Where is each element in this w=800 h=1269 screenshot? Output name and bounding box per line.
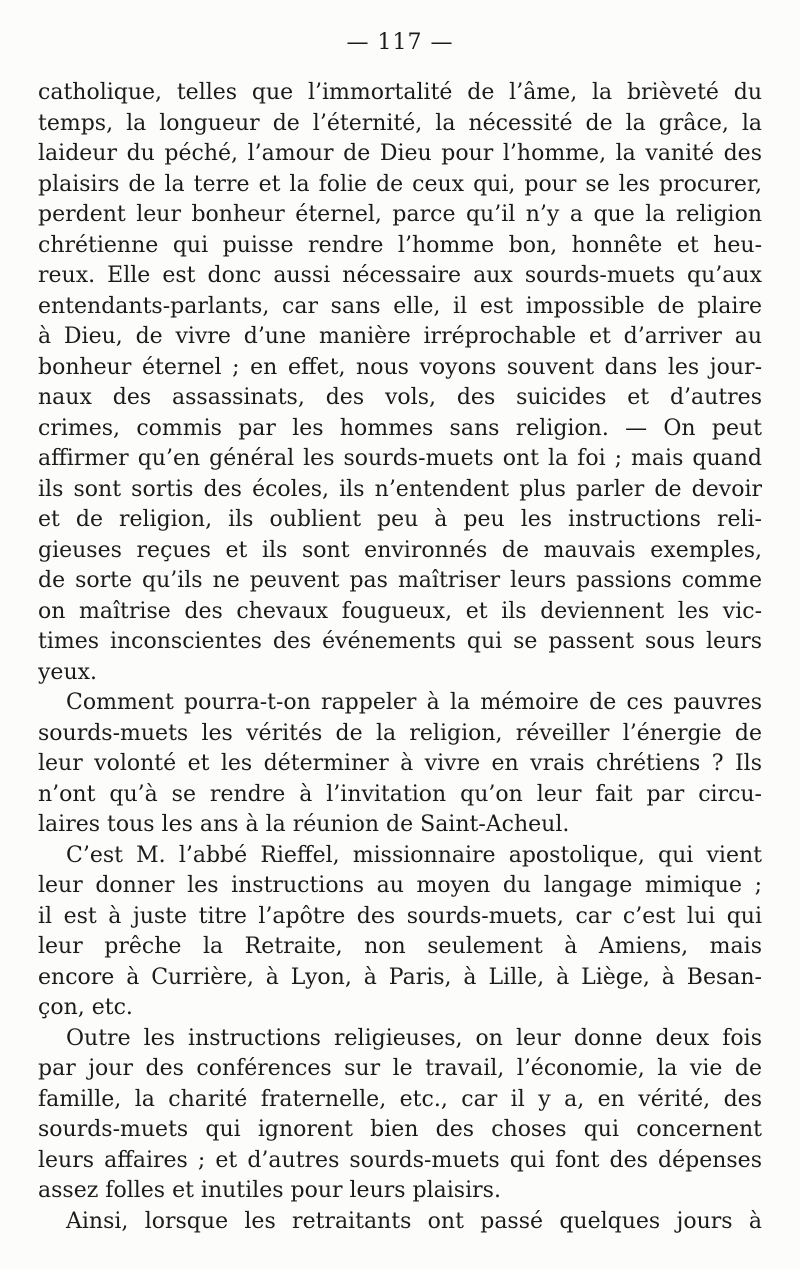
- paragraph-end-line: assez folles et inutiles pour leurs plaisirs.: [38, 1178, 501, 1203]
- text-line: il est à juste titre l’apôtre des sourds-muets, car c’est lui qui: [38, 903, 762, 929]
- text-line: encore à Currière, à Lyon, à Paris, à Lille, à Liège, à Besan-: [38, 964, 762, 990]
- text-line: chrétienne qui puisse rendre l’homme bon, honnête et heu-: [38, 232, 762, 258]
- text-line: ils sont sortis des écoles, ils n’entendent plus parler de devoir: [38, 476, 762, 502]
- paragraph-start-line: C’est M. l’abbé Rieffel, missionnaire apostolique, qui vient: [66, 842, 762, 868]
- text-line: bonheur éternel ; en effet, nous voyons souvent dans les jour-: [38, 354, 762, 380]
- paragraph-start-line: Outre les instructions religieuses, on leur donne deux fois: [66, 1025, 762, 1051]
- text-line: crimes, commis par les hommes sans religion. — On peut: [38, 415, 762, 441]
- text-line: perdent leur bonheur éternel, parce qu’il n’y a que la religion: [38, 202, 762, 227]
- text-line: naux des assassinats, des vols, des suicides et d’autres: [38, 385, 762, 410]
- text-line: leur donner les instructions au moyen du langage mimique ;: [38, 873, 762, 898]
- text-line: à Dieu, de vivre d’une manière irréprochable et d’arriver au: [38, 324, 762, 349]
- text-line: leur prêche la Retraite, non seulement à Amiens, mais: [38, 934, 762, 959]
- text-line: n’ont qu’à se rendre à l’invitation qu’on leur fait par circu-: [38, 781, 762, 807]
- text-line: sourds-muets qui ignorent bien des choses qui concernent: [38, 1117, 762, 1142]
- text-line: par jour des conférences sur le travail, l’économie, la vie de: [38, 1056, 762, 1081]
- text-line: on maîtrise des chevaux fougueux, et ils deviennent les vic-: [38, 598, 762, 624]
- text-line: leurs affaires ; et d’autres sourds-muets qui font des dépenses: [38, 1147, 762, 1173]
- paragraph-end-line: yeux.: [38, 659, 98, 685]
- paragraph-end-line: laires tous les ans à la réunion de Saint-Acheul.: [38, 812, 570, 837]
- text-line: entendants-parlants, car sans elle, il est impossible de plaire: [38, 293, 762, 319]
- text-line: laideur du péché, l’amour de Dieu pour l’homme, la vanité des: [38, 141, 762, 166]
- text-line: leur volonté et les déterminer à vivre en vrais chrétiens ? Ils: [38, 751, 762, 776]
- paragraph-start-line: Comment pourra-t-on rappeler à la mémoire de ces pauvres: [66, 690, 762, 715]
- paragraph-end-line: çon, etc.: [38, 995, 133, 1020]
- text-line: plaisirs de la terre et la folie de ceux qui, pour se les procurer,: [38, 171, 762, 197]
- text-line: affirmer qu’en général les sourds-muets ont la foi ; mais quand: [38, 446, 762, 471]
- text-line: reux. Elle est donc aussi nécessaire aux sourds-muets qu’aux: [38, 263, 762, 288]
- text-line: famille, la charité fraternelle, etc., car il y a, en vérité, des: [38, 1086, 762, 1112]
- text-line: times inconscientes des événements qui se passent sous leurs: [38, 629, 762, 654]
- text-line: gieuses reçues et ils sont environnés de mauvais exemples,: [38, 537, 762, 563]
- page-number: — 117 —: [346, 30, 454, 55]
- text-line: catholique, telles que l’immortalité de l’âme, la brièveté du: [38, 80, 762, 105]
- text-line: temps, la longueur de l’éternité, la nécessité de la grâce, la: [38, 110, 762, 136]
- text-line: de sorte qu’ils ne peuvent pas maîtriser leurs passions comme: [38, 568, 762, 593]
- paragraph-start-line: Ainsi, lorsque les retraitants ont passé quelques jours à: [66, 1208, 762, 1234]
- body-text: [38, 78, 762, 1237]
- text-line: et de religion, ils oublient peu à peu les instructions reli-: [38, 507, 762, 532]
- text-line: sourds-muets les vérités de la religion, réveiller l’énergie de: [38, 720, 762, 746]
